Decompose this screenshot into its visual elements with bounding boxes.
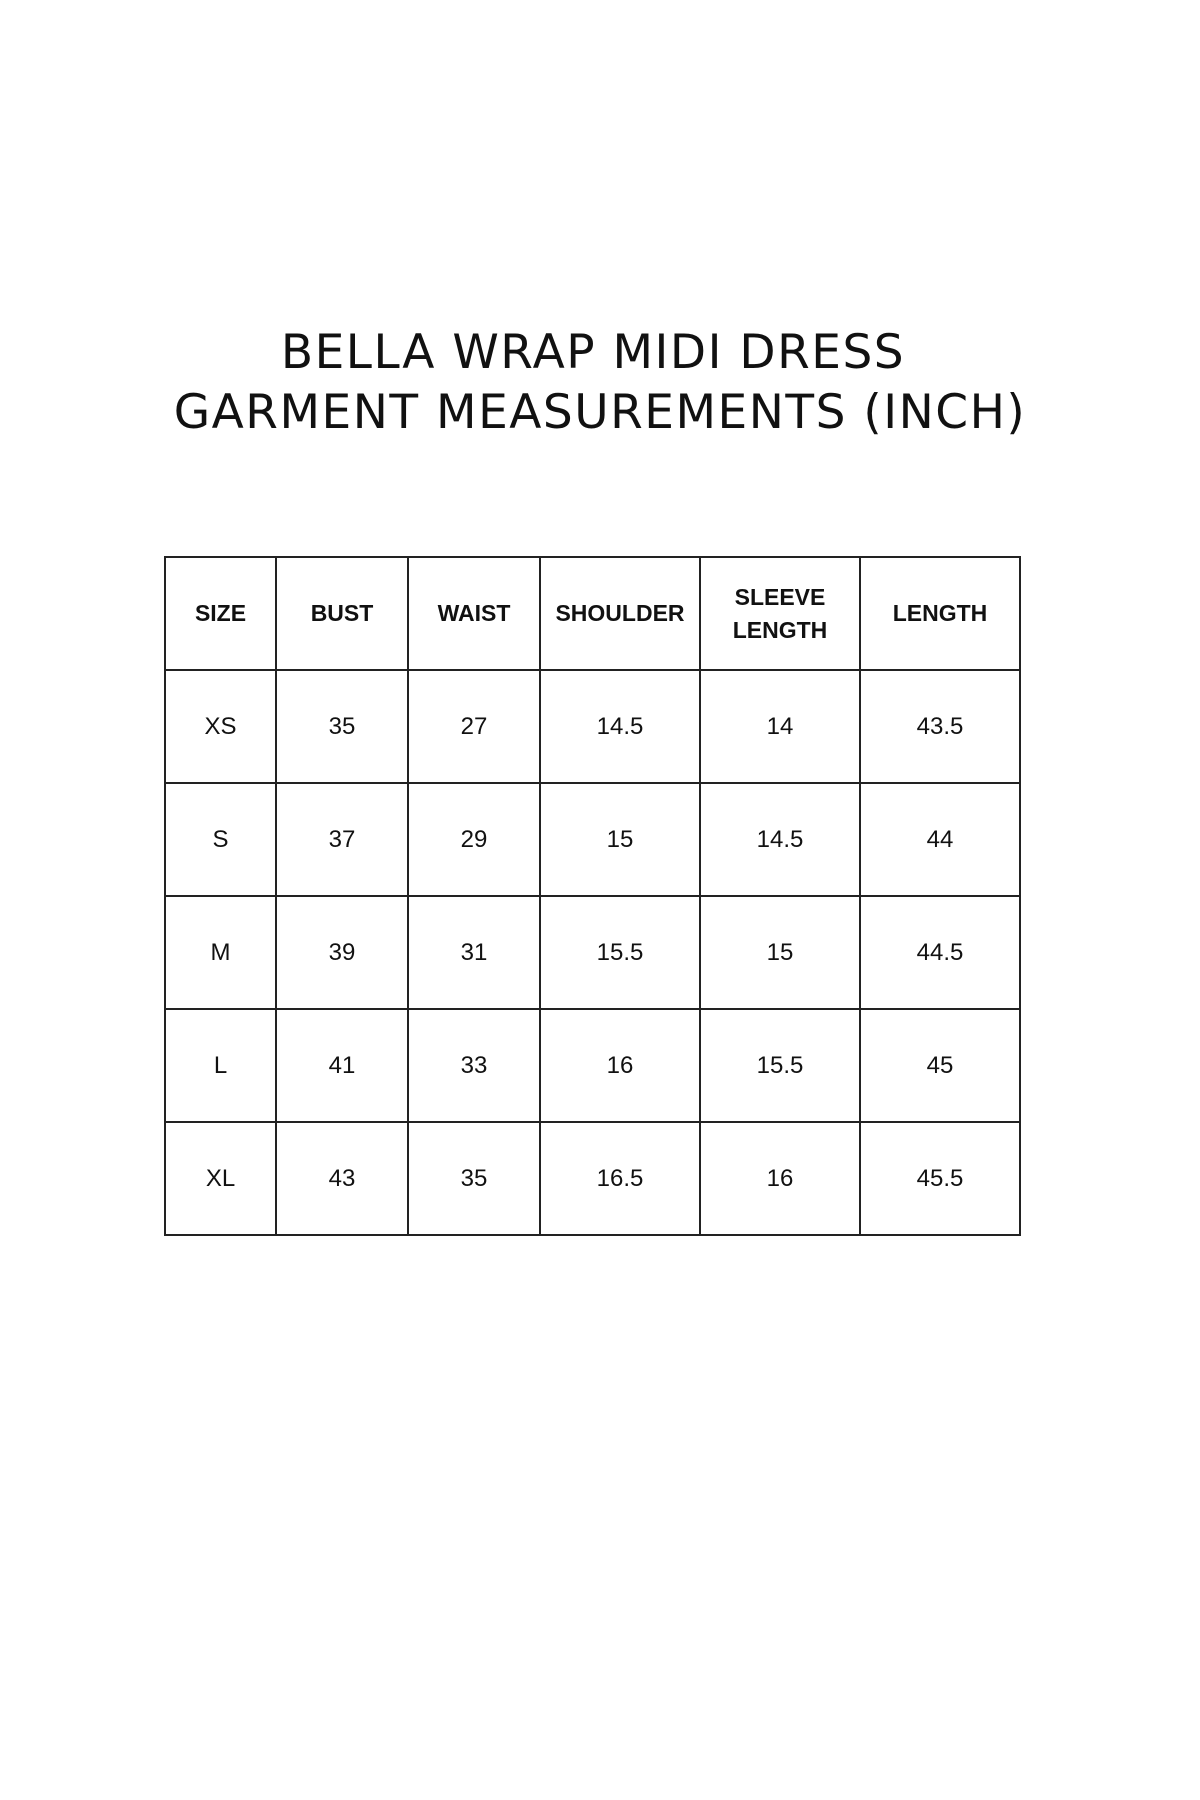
cell-shoulder: 16 [540, 1009, 700, 1122]
cell-shoulder: 14.5 [540, 670, 700, 783]
header-waist: WAIST [408, 557, 540, 670]
cell-waist: 27 [408, 670, 540, 783]
cell-bust: 39 [276, 896, 408, 1009]
cell-size: L [165, 1009, 276, 1122]
cell-length: 44.5 [860, 896, 1020, 1009]
cell-sleeve-length: 16 [700, 1122, 860, 1235]
cell-waist: 31 [408, 896, 540, 1009]
cell-size: XS [165, 670, 276, 783]
table-row [165, 783, 1020, 896]
cell-size: M [165, 896, 276, 1009]
header-sleeve-length [700, 557, 860, 670]
cell-size: S [165, 783, 276, 896]
table-row [165, 896, 1020, 1009]
table-row [165, 670, 1020, 783]
size-chart-table [164, 556, 1021, 1236]
cell-sleeve-length: 15.5 [700, 1009, 860, 1122]
table-row [165, 1009, 1020, 1122]
cell-length: 45 [860, 1009, 1020, 1122]
cell-length: 44 [860, 783, 1020, 896]
title-line-subtitle: GARMENT MEASUREMENTS (INCH) [173, 385, 1027, 441]
cell-waist: 35 [408, 1122, 540, 1235]
cell-sleeve-length: 14.5 [700, 783, 860, 896]
cell-length: 43.5 [860, 670, 1020, 783]
header-sleeve-line1: SLEEVE [734, 583, 826, 610]
cell-waist: 29 [408, 783, 540, 896]
cell-length: 45.5 [860, 1122, 1020, 1235]
title-line-product: BELLA WRAP MIDI DRESS [280, 325, 906, 381]
table-header-row [165, 557, 1020, 670]
cell-sleeve-length: 14 [700, 670, 860, 783]
cell-shoulder: 16.5 [540, 1122, 700, 1235]
header-bust: BUST [276, 557, 408, 670]
cell-size: XL [165, 1122, 276, 1235]
cell-bust: 43 [276, 1122, 408, 1235]
header-sleeve-line2: LENGTH [732, 616, 828, 643]
header-length: LENGTH [860, 557, 1020, 670]
cell-bust: 41 [276, 1009, 408, 1122]
header-shoulder: SHOULDER [540, 557, 700, 670]
header-size: SIZE [165, 557, 276, 670]
cell-bust: 35 [276, 670, 408, 783]
cell-shoulder: 15 [540, 783, 700, 896]
cell-shoulder: 15.5 [540, 896, 700, 1009]
table-row [165, 1122, 1020, 1235]
cell-bust: 37 [276, 783, 408, 896]
cell-sleeve-length: 15 [700, 896, 860, 1009]
cell-waist: 33 [408, 1009, 540, 1122]
page-title [0, 323, 1200, 443]
